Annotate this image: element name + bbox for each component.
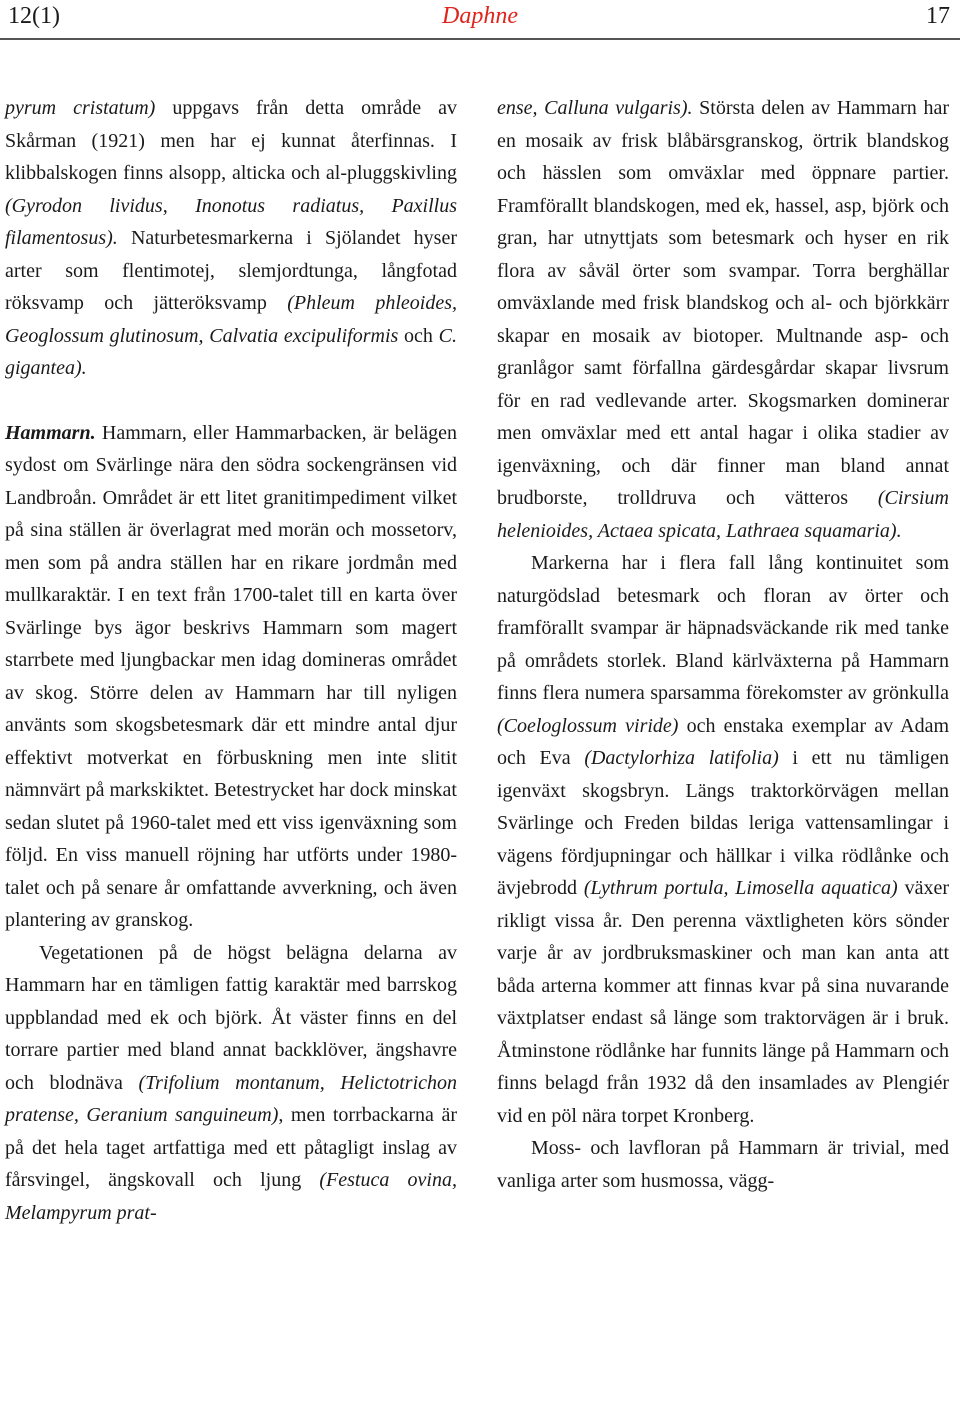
text-run: Naturbetesmarkerna i Sjölandet hyser arter som flentimotej, slemjordtunga, långfotad röksvamp och jätteröksvamp xyxy=(5,227,457,314)
paragraph xyxy=(497,1132,949,1197)
italic-run: (Cirsium helenioides, Actaea spicata, Lathraea squamaria). xyxy=(497,487,949,542)
page-number: 17 xyxy=(926,3,950,29)
italic-run: (Trifolium montanum, Helictotrichon pratense, Geranium sanguineum) xyxy=(5,1071,457,1126)
paragraph-hammarn xyxy=(5,417,457,937)
text-run: och enstaka exemplar av Adam och Eva xyxy=(497,714,950,769)
text-run: och xyxy=(398,324,439,347)
italic-run: ense, Calluna vulgaris). xyxy=(497,97,693,119)
italic-run: (Phleum phleoides, Geoglossum glutinosum, Calvatia excipuliformis xyxy=(5,292,457,347)
paragraph xyxy=(497,547,949,1132)
text-run: Största delen av Hammarn har en mosaik av frisk blåbärsgranskog, örtrik blandskog och hässlen som omväxlar med öppnare partier. Framförallt blandskogen, med ek, hassel, asp, björk och gran, har utnyttjats som betesmark och hyser en rik flora av såväl örter som svampar. Torra berghällar omväxlande med frisk blandskog och al- och björkkärr skapar en mosaik av biotoper. Multnande asp- och granlågor samt förfallna gärdesgårdar skapar livsrum för en rad vedlevande arter. Skogsmarken dominerar men omväxlar med ett antal hagar i olika stadier av igenväxning, och där finner man bland annat brudborste, trolldruva och vätteros xyxy=(497,97,949,509)
italic-run: C. gigantea). xyxy=(5,324,457,379)
text-run: Vegetationen på de högst belägna delarna av Hammarn har en tämligen fattig karaktär med barrskog uppblandad med ek och björk. Åt väster finns en del torrare partier med bland annat backklöver, ängshavre och blodnäva xyxy=(5,941,457,1094)
section-heading: Hammarn. xyxy=(5,421,96,444)
paragraph xyxy=(5,92,457,385)
text-run: Moss- och lavfloran på Hammarn är trivial, med vanliga arter som husmossa, vägg- xyxy=(497,1137,949,1192)
issue-number: 12(1) xyxy=(8,3,60,29)
paragraph-gap xyxy=(5,385,457,417)
italic-run: (Gyrodon lividus, Inonotus radiatus, Paxillus filamentosus). xyxy=(5,194,457,249)
text-run: växer rikligt vissa år. Den perenna växtligheten körs sönder varje år av jordbruksmaskiner och man kan anta att båda arterna kommer att finnas kvar på sina nuvarande växtplatser endast så länge som traktorvägen är i bruk. Åtminstone rödlånke har funnits länge på Hammarn och finns belagd från 1932 då den insamlades av Plengiér vid en pöl nära torpet Kronberg. xyxy=(497,877,949,1127)
italic-run: (Lythrum portula, Limosella aquatica) xyxy=(583,877,898,899)
text-run: uppgavs från detta område av Skårman (1921) men har ej kunnat återfinnas. I klibbalskogen finns alsopp, alticka och al-pluggskivling xyxy=(5,97,457,184)
journal-title: Daphne xyxy=(442,3,518,29)
right-column xyxy=(497,92,949,1197)
page-header xyxy=(0,0,960,38)
text-run: i ett nu tämligen igenväxt skogsbryn. Längs traktorkörvägen mellan Svärlinge och Freden bildas leriga vattensamlingar i vägens fördjupningar och hällkar i vilka rödlånke och ävjebrodd xyxy=(497,747,949,899)
left-column xyxy=(5,92,457,1229)
text-run: Hammarn, eller Hammarbacken, är belägen sydost om Svärlinge nära den södra sockengränsen vid Landbroån. Området är ett litet granitimpediment vilket på sina ställen är överlagrat med morän och mossetorv, men som på andra ställen har en rikare jordmån med mullkaraktär. I en text från 1700-talet till en karta över Svärlinge bys ägor beskrivs Hammarn som magert starrbete med ljungbackar men idag domineras området av skog. Större delen av Hammarn har till nyligen använts som skogsbetesmark där ett mindre antal djur effektivt motverkat en förbuskning men inte slitit nämnvärt på markskiktet. Betestrycket har dock minskat sedan slutet på 1960-talet med ett viss igenväxning som följd. En viss manuell röjning har utförts under 1980-talet och på senare år omfattande avverkning, och även plantering av granskog. xyxy=(5,421,457,931)
paragraph xyxy=(497,92,949,547)
text-run: Markerna har i flera fall lång kontinuitet som naturgödslad betesmark och floran av örter och framförallt svampar är häpnadsväckande rik med tanke på områdets storlek. Bland kärlväxterna på Hammarn finns flera numera sparsamma förekomster av grönkulla xyxy=(497,552,949,704)
italic-run: (Coeloglossum viride) xyxy=(497,714,679,737)
text-run: , men torrbackarna är på det hela taget artfattiga med ett påtagligt inslag av fårsvingel, ängskovall och ljung xyxy=(5,1104,457,1191)
italic-run: (Dactylorhiza latifolia) xyxy=(584,747,779,769)
header-rule xyxy=(0,38,960,40)
paragraph xyxy=(5,937,457,1230)
italic-run: pyrum cristatum) xyxy=(5,97,156,119)
italic-run: (Festuca ovina, Melampyrum prat- xyxy=(5,1169,457,1224)
